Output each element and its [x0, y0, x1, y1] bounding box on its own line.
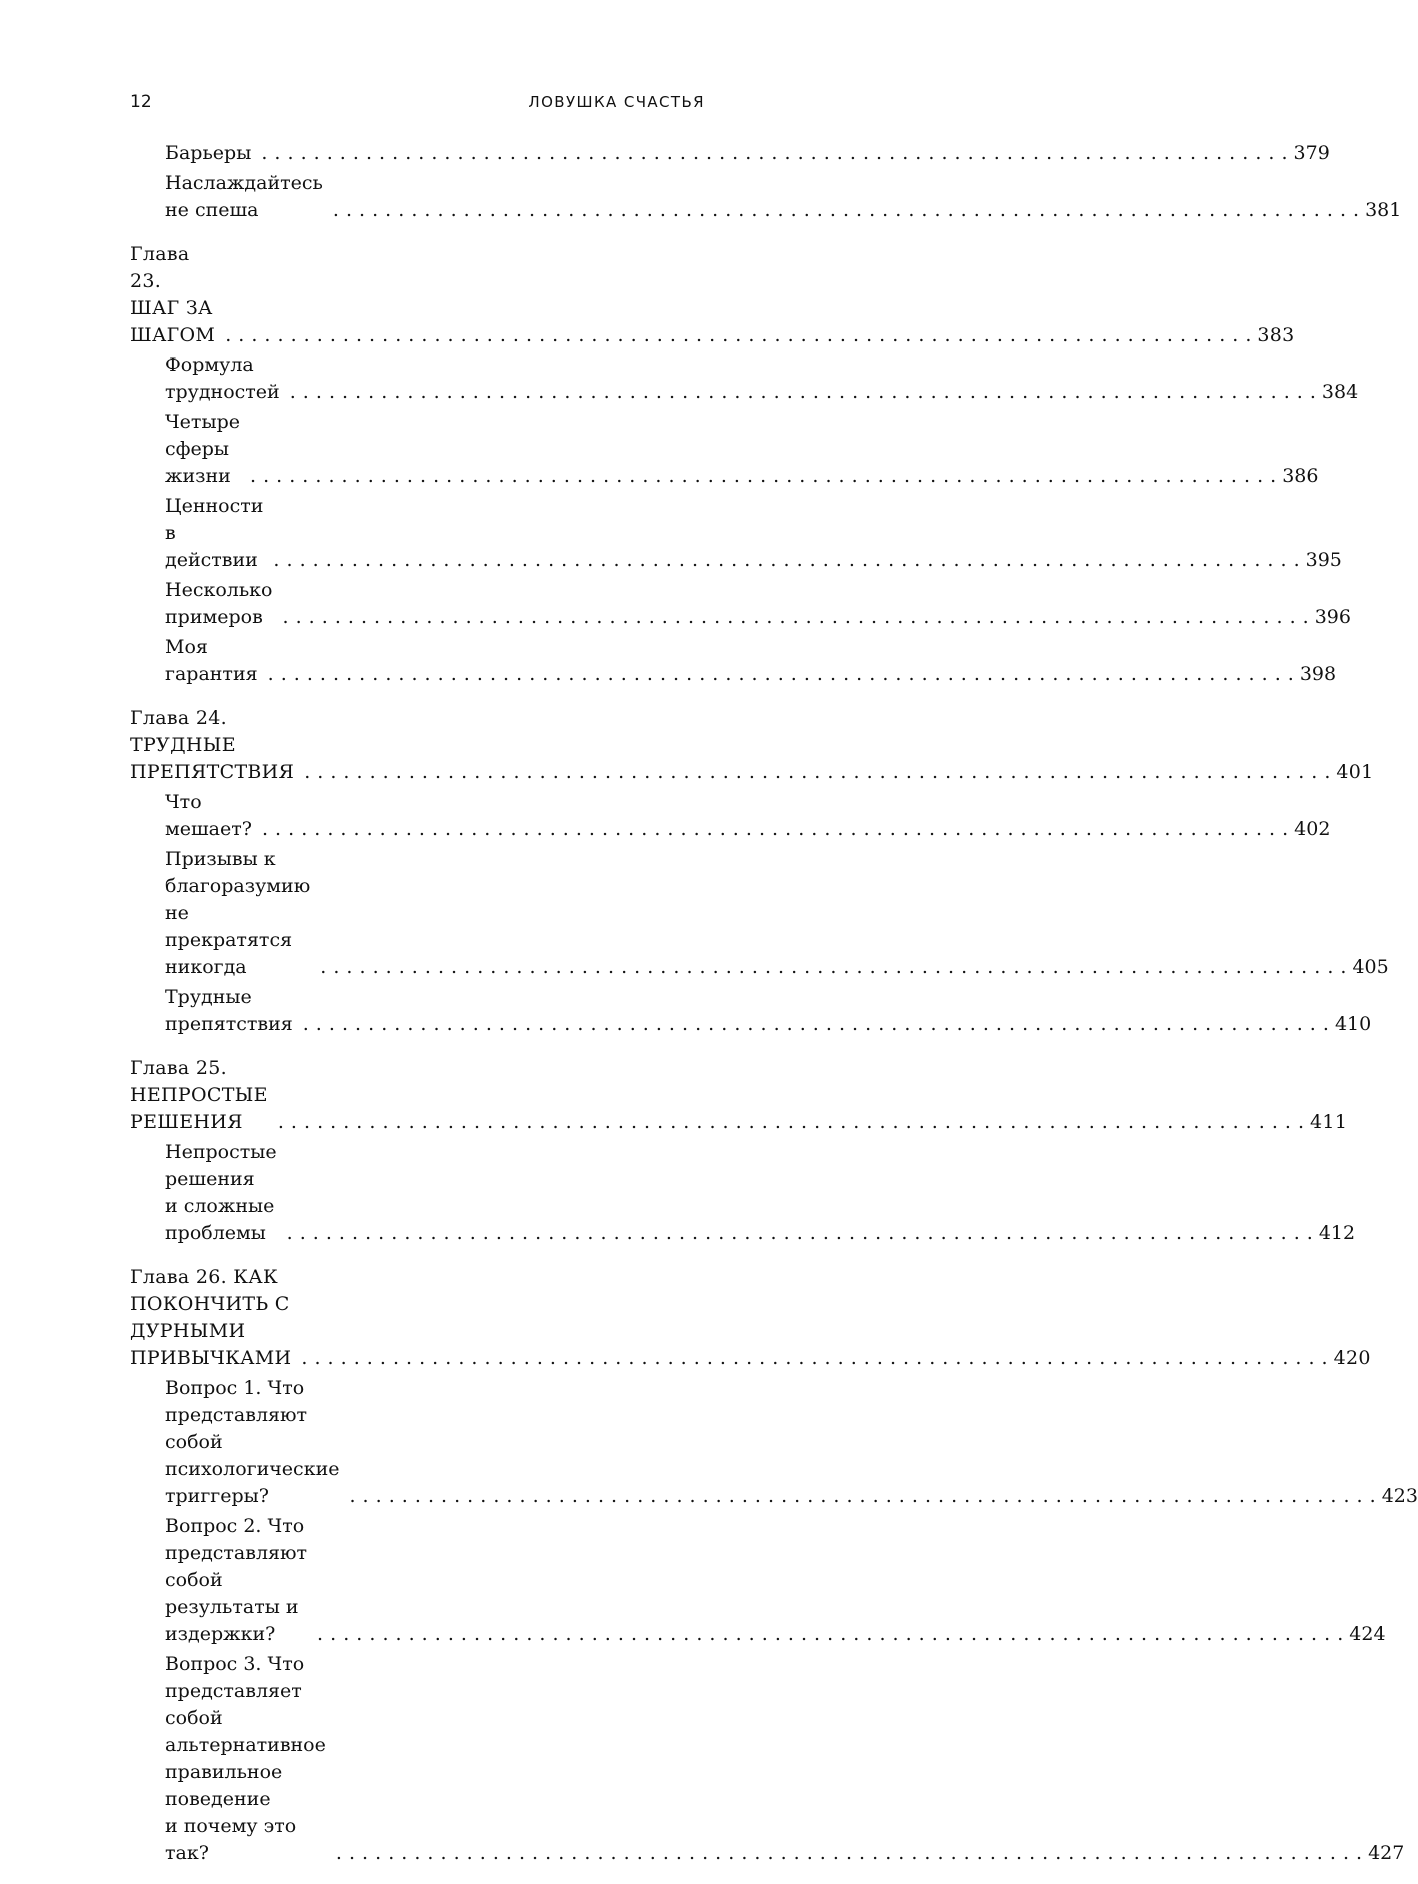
table-of-contents [130, 140, 1418, 1884]
toc-entry-title [165, 493, 263, 574]
toc-entry-line: Несколько примеров [165, 579, 273, 628]
toc-entry-title [165, 984, 293, 1038]
toc-page-number: 386 [1282, 465, 1319, 487]
toc-page-number: 405 [1352, 956, 1389, 978]
dot-leader [317, 1621, 1343, 1648]
toc-entry[interactable] [130, 984, 1372, 1038]
toc-entry-line: Ценности в действии [165, 495, 264, 571]
dot-leader [278, 1109, 1304, 1136]
toc-page-number: 395 [1305, 549, 1342, 571]
dot-leader [320, 954, 1346, 981]
toc-group [130, 1264, 1418, 1867]
dot-leader [333, 197, 1359, 224]
dot-leader [304, 759, 1330, 786]
dot-leader [250, 463, 1276, 490]
toc-entry-line: Формула трудностей [165, 354, 280, 403]
toc-entry-line: ПРИВЫЧКАМИ [130, 1347, 292, 1369]
toc-page-number: 381 [1365, 199, 1402, 221]
toc-entry[interactable] [130, 170, 1402, 224]
toc-entry-title [165, 1139, 277, 1247]
toc-entry-title [165, 1513, 307, 1648]
toc-entry[interactable] [130, 1375, 1418, 1510]
toc-entry-line: Что мешает? [165, 791, 252, 840]
toc-entry[interactable] [130, 846, 1389, 981]
toc-entry-title [165, 409, 240, 490]
toc-entry-line: Глава 23. ШАГ ЗА ШАГОМ [130, 243, 216, 346]
toc-entry-title [165, 1375, 339, 1510]
toc-page-number: 420 [1333, 1347, 1371, 1369]
toc-entry-line: Вопрос 1. Что представляют [165, 1377, 308, 1426]
toc-entry-line: собой психологические триггеры? [165, 1431, 340, 1507]
toc-entry-line: Четыре сферы жизни [165, 411, 240, 487]
toc-entry[interactable] [130, 577, 1351, 631]
toc-entry-title [165, 846, 310, 981]
toc-page-number: 383 [1257, 324, 1295, 346]
toc-entry-title [130, 1264, 291, 1372]
toc-entry-title [165, 1651, 326, 1867]
dot-leader [287, 1220, 1313, 1247]
toc-entry[interactable] [130, 1139, 1356, 1247]
running-header [130, 90, 705, 114]
toc-group [130, 140, 1402, 224]
toc-entry-title [165, 789, 252, 843]
toc-chapter-entry[interactable] [130, 1055, 1348, 1136]
dot-leader [261, 140, 1287, 167]
toc-entry-line: Наслаждайтесь не спеша [165, 172, 323, 221]
toc-entry-title [165, 170, 323, 224]
toc-entry-line: Барьеры [165, 142, 252, 164]
toc-entry-title [130, 705, 294, 786]
toc-entry-line: и почему это так? [165, 1815, 297, 1864]
toc-page-number: 424 [1349, 1623, 1386, 1645]
toc-page-number: 401 [1336, 761, 1374, 783]
toc-page-number: 410 [1334, 1013, 1372, 1035]
toc-entry-line: результаты и издержки? [165, 1596, 299, 1645]
toc-entry[interactable] [130, 493, 1342, 574]
toc-group [130, 241, 1359, 688]
dot-leader [273, 547, 1299, 574]
toc-page-number: 427 [1368, 1842, 1405, 1864]
toc-entry-line: Вопрос 3. Что представляет собой [165, 1653, 305, 1729]
toc-entry-line: Моя гарантия [165, 636, 258, 685]
toc-entry[interactable] [130, 352, 1359, 406]
toc-page-number: 402 [1294, 818, 1331, 840]
toc-chapter-entry[interactable] [130, 241, 1295, 349]
toc-page-number: 412 [1318, 1222, 1356, 1244]
dot-leader [336, 1840, 1362, 1867]
dot-leader [268, 661, 1294, 688]
toc-entry-line: Вопрос 2. Что представляют собой [165, 1515, 308, 1591]
toc-entry-line: Глава 25. НЕПРОСТЫЕ РЕШЕНИЯ [130, 1057, 268, 1133]
dot-leader [225, 322, 1251, 349]
toc-page-number: 411 [1310, 1111, 1348, 1133]
dot-leader [262, 816, 1288, 843]
toc-group [130, 1055, 1356, 1247]
toc-page-number: 396 [1314, 606, 1351, 628]
toc-entry-line: не прекратятся никогда [165, 902, 293, 978]
book-title: ЛОВУШКА СЧАСТЬЯ [528, 93, 705, 111]
toc-entry-title [130, 241, 215, 349]
toc-entry[interactable] [130, 634, 1337, 688]
toc-entry-line: Трудные препятствия [165, 986, 293, 1035]
toc-page-number: 379 [1293, 142, 1330, 164]
toc-entry[interactable] [130, 1513, 1386, 1648]
dot-leader [349, 1483, 1375, 1510]
toc-entry-line: и сложные проблемы [165, 1195, 275, 1244]
toc-entry-line: Непростые решения [165, 1141, 277, 1190]
dot-leader [303, 1011, 1329, 1038]
toc-entry-title [165, 634, 258, 688]
dot-leader [290, 379, 1316, 406]
toc-entry-title [165, 577, 273, 631]
toc-page-number: 398 [1299, 663, 1337, 685]
toc-chapter-entry[interactable] [130, 1264, 1371, 1372]
toc-entry[interactable] [130, 140, 1330, 167]
toc-page-number: 423 [1381, 1485, 1418, 1507]
toc-entry[interactable] [130, 789, 1331, 843]
toc-entry-line: Глава 24. ТРУДНЫЕ ПРЕПЯТСТВИЯ [130, 707, 295, 783]
toc-entry-line: Призывы к благоразумию [165, 848, 311, 897]
toc-entry-title [165, 140, 251, 167]
toc-entry[interactable] [130, 409, 1319, 490]
toc-entry-title [130, 1055, 268, 1136]
toc-chapter-entry[interactable] [130, 705, 1374, 786]
toc-entry-line: Глава 26. КАК ПОКОНЧИТЬ С ДУРНЫМИ [130, 1266, 290, 1342]
toc-page-number: 384 [1321, 381, 1359, 403]
dot-leader [301, 1345, 1327, 1372]
toc-entry-line: альтернативное правильное поведение [165, 1734, 326, 1810]
dot-leader [283, 604, 1309, 631]
page-number: 12 [130, 92, 152, 112]
toc-group [130, 705, 1389, 1038]
toc-entry-title [165, 352, 280, 406]
toc-entry[interactable] [130, 1651, 1405, 1867]
